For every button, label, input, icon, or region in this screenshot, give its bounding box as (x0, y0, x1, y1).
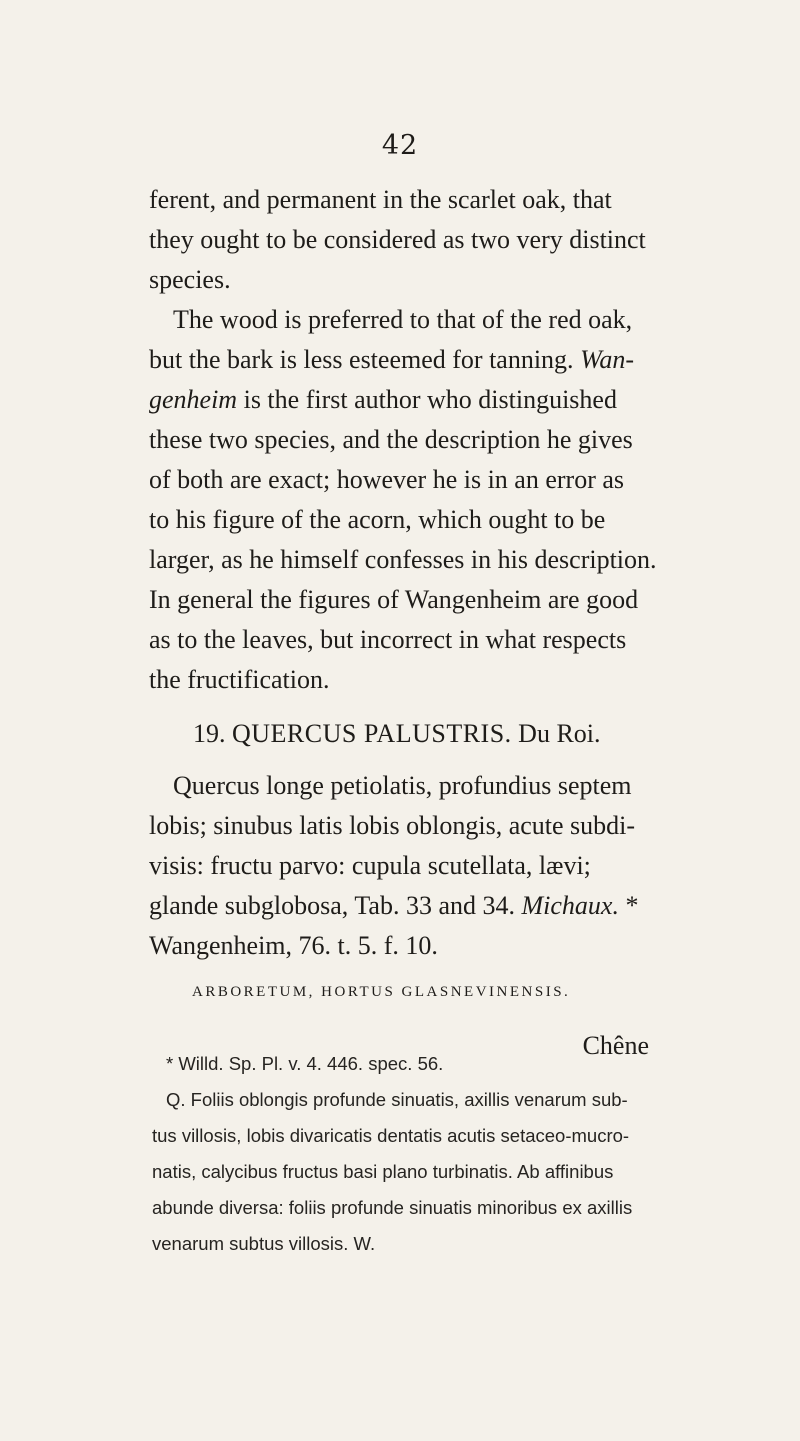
text-line: the fructification. (149, 665, 330, 694)
text-line (149, 380, 649, 420)
species-number: 19. (193, 719, 226, 748)
footnote-line: * Willd. Sp. Pl. v. 4. 446. spec. 56. (166, 1053, 444, 1074)
text-line: as to the leaves, but incorrect in what respects (149, 625, 627, 654)
text-line: of both are exact; however he is in an error as (149, 465, 625, 494)
text-line: larger, as he himself confesses in his description. (149, 545, 657, 574)
text-span: glande subglobosa, Tab. 33 and 34. (149, 891, 515, 920)
footnote-line: natis, calycibus fructus basi plano turbinatis. Ab affinibus (152, 1161, 614, 1182)
author-name-italic: Wan- (580, 345, 634, 374)
text-line: they ought to be considered as two very distinct (149, 225, 646, 254)
text-line: these two species, and the description he gives (149, 425, 633, 454)
footnote-line: tus villosis, lobis divaricatis dentatis acutis setaceo-mucro- (152, 1125, 630, 1146)
text-line (149, 886, 649, 926)
text-line: The wood is preferred to that of the red oak, (173, 305, 633, 334)
text-line: species. (149, 265, 231, 294)
text-span: is the first author who distinguished (237, 385, 617, 414)
species-name: QUERCUS PALUSTRIS. (232, 719, 512, 748)
footnote-marker: * (625, 891, 639, 920)
text-line: In general the figures of Wangenheim are good (149, 585, 639, 614)
footnote-line: venarum subtus villosis. W. (152, 1233, 376, 1254)
footnote-line: abunde diversa: foliis profunde sinuatis minoribus ex axillis (152, 1197, 633, 1218)
text-line: to his figure of the acorn, which ought to be (149, 505, 606, 534)
text-line: lobis; sinubus latis lobis oblongis, acute subdi- (149, 811, 636, 840)
author-name-italic: genheim (149, 385, 238, 414)
arboretum-line: ARBORETUM, HORTUS GLASNEVINENSIS. (192, 984, 571, 1000)
text-span: but the bark is less esteemed for tanning. (149, 345, 574, 374)
species-heading (149, 714, 649, 754)
text-line (149, 340, 649, 380)
text-line: Wangenheim, 76. t. 5. f. 10. (149, 931, 438, 960)
main-text (149, 180, 657, 1066)
page-number: 42 (381, 130, 419, 161)
author-name-italic: Michaux. (521, 891, 619, 920)
text-line: ferent, and permanent in the scarlet oak, that (149, 185, 612, 214)
species-authority: Du Roi. (518, 719, 601, 748)
footnote-line: Q. Foliis oblongis profunde sinuatis, axillis venarum sub- (166, 1089, 628, 1110)
text-line: visis: fructu parvo: cupula scutellata, lævi; (149, 851, 591, 880)
catchword: Chêne (582, 1031, 649, 1060)
footnote (152, 1046, 662, 1262)
text-line: Quercus longe petiolatis, profundius septem (173, 771, 632, 800)
